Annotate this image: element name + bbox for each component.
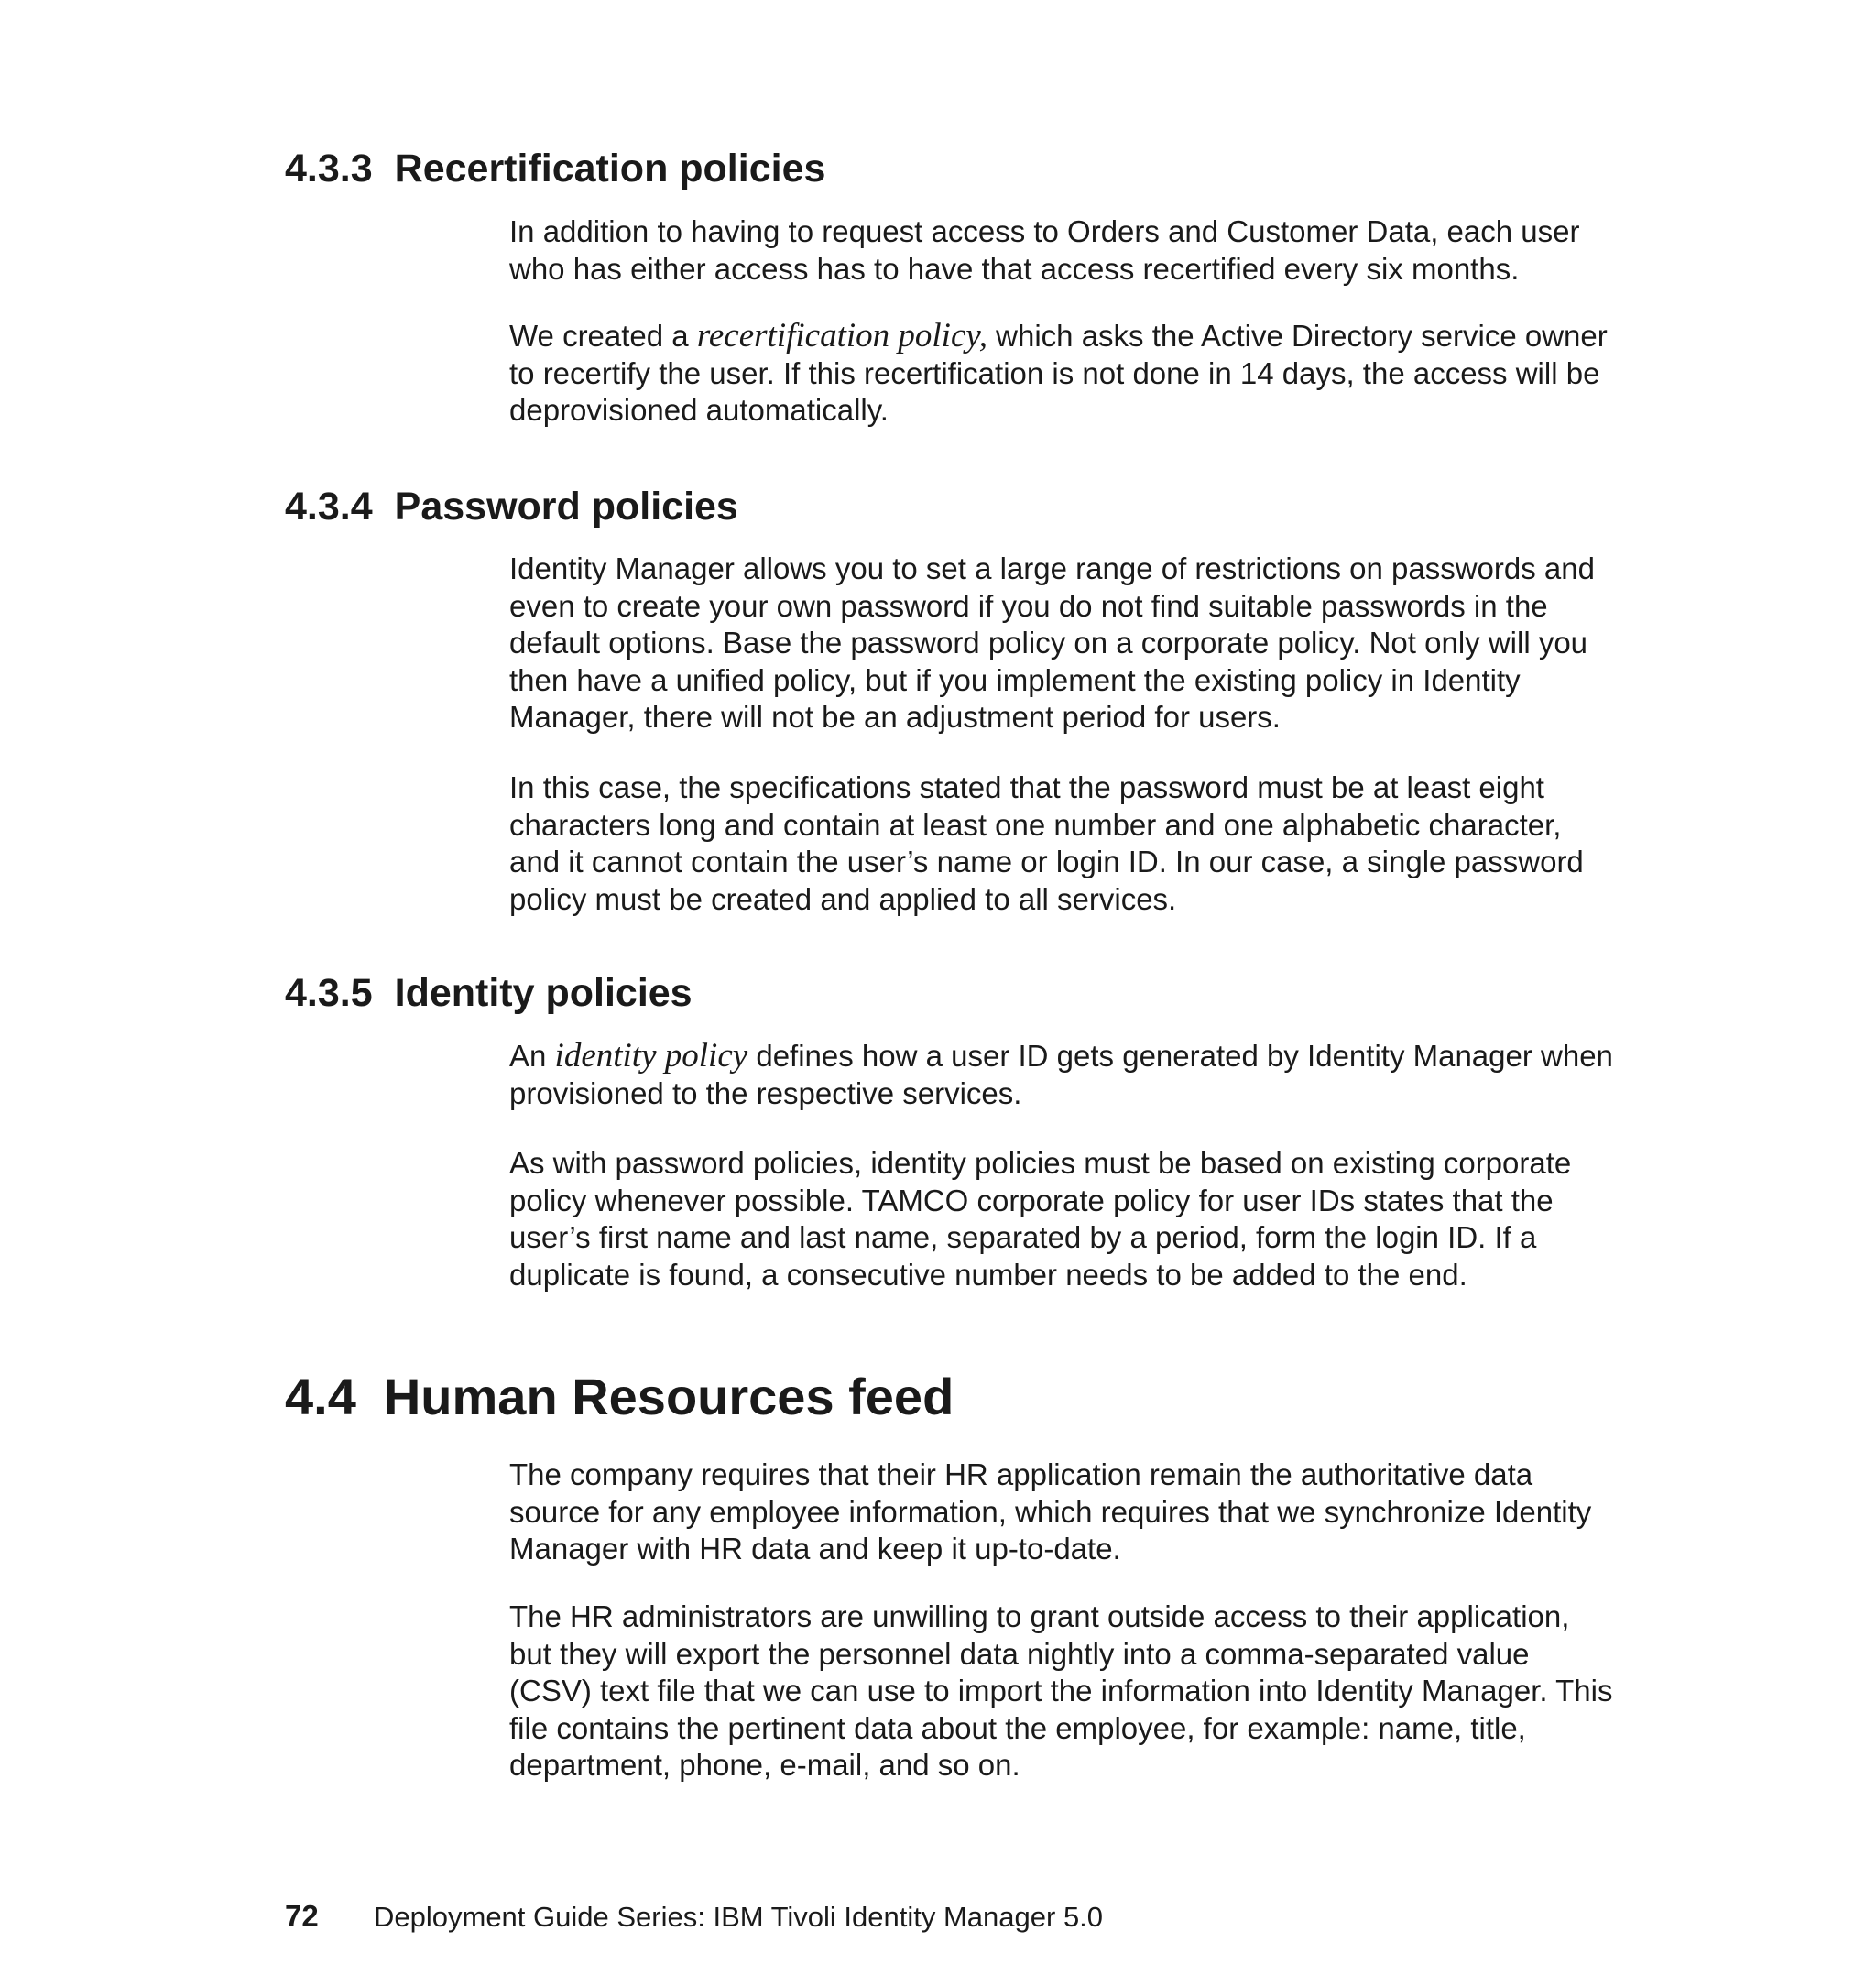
section-number: 4.3.3 xyxy=(285,147,373,191)
text-run: defines how a user ID gets generated by Identity Manager when provisioned to the respective services. xyxy=(509,1039,1613,1110)
emphasis-term: recertification policy, xyxy=(696,317,987,355)
paragraph-password-1: Identity Manager allows you to set a large range of restrictions on passwords and even to create your own password if you do not find suitable passwords in the default options. Base the password policy on a corporate policy. Not only will you then have a unified policy, but if you implement the existing policy in Identity Manager, there will not be an adjustment period for users. xyxy=(509,551,1595,734)
heading-password-policies xyxy=(285,484,738,529)
paragraph-identity-1 xyxy=(509,1038,1618,1112)
paragraph-recert-2 xyxy=(509,318,1618,430)
paragraph-identity-2: As with password policies, identity policies must be based on existing corporate policy whenever possible. TAMCO corporate policy for user IDs states that the user’s first name and last name, separated by a period, form the login ID. If a duplicate is found, a consecutive number needs to be added to the end. xyxy=(509,1146,1572,1292)
text-run: We created a xyxy=(509,319,697,353)
heading-recertification-policies xyxy=(285,146,825,191)
section-title: Human Resources feed xyxy=(383,1368,954,1425)
section-number: 4.3.5 xyxy=(285,971,373,1015)
paragraph-hr-2: The HR administrators are unwilling to grant outside access to their application, but they will export the personnel data nightly into a comma-separated value (CSV) text file that we can use to import the information into Identity Manager. This file contains the pertinent data about the employee, for example: name, title, department, phone, e-mail, and so on. xyxy=(509,1599,1613,1782)
paragraph-password-2: In this case, the specifications stated that the password must be at least eight characters long and contain at least one number and one alphabetic character, and it cannot contain the user’s name or login ID. In our case, a single password policy must be created and applied to all services. xyxy=(509,770,1584,916)
page-number: 72 xyxy=(285,1899,319,1933)
section-title: Identity policies xyxy=(394,971,693,1015)
section-number: 4.3.4 xyxy=(285,485,373,529)
paragraph-hr-1: The company requires that their HR application remain the authoritative data source for any employee information, which requires that we synchronize Identity Manager with HR data and keep it up-to-date. xyxy=(509,1457,1592,1566)
section-title: Recertification policies xyxy=(394,147,826,191)
emphasis-term: identity policy xyxy=(554,1037,748,1075)
book-title: Deployment Guide Series: IBM Tivoli Identity Manager 5.0 xyxy=(374,1901,1104,1933)
section-number: 4.4 xyxy=(285,1368,356,1425)
heading-human-resources-feed xyxy=(285,1368,954,1426)
section-title: Password policies xyxy=(394,485,738,529)
page-footer xyxy=(285,1898,1103,1936)
text-run: An xyxy=(509,1039,555,1073)
heading-identity-policies xyxy=(285,970,693,1016)
paragraph-recert-1: In addition to having to request access to Orders and Customer Data, each user who has either access has to have that access recertified every six months. xyxy=(509,214,1580,286)
text-run: which asks the Active Directory service owner to recertify the user. If this recertification is not done in 14 days, the access will be deprovisioned automatically. xyxy=(509,319,1608,427)
